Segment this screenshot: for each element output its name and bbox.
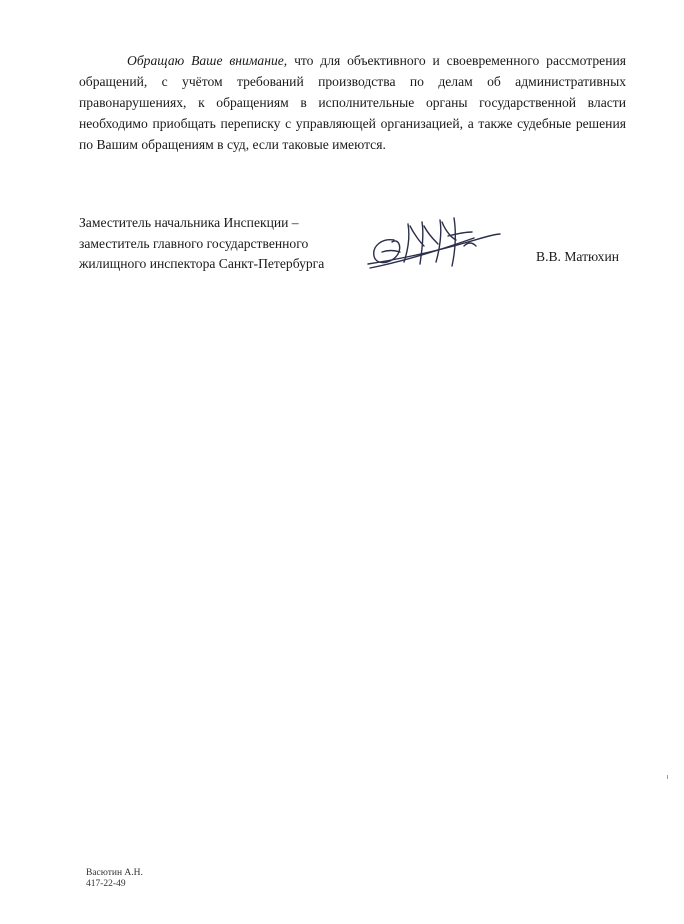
signer-name: В.В. Матюхин bbox=[536, 249, 620, 264]
handwritten-signature bbox=[364, 212, 504, 274]
executor-info bbox=[86, 868, 143, 890]
body-emphasis: Обращаю Ваше внимание, bbox=[127, 53, 288, 68]
scan-speck bbox=[667, 775, 668, 779]
body-paragraph bbox=[79, 50, 626, 155]
signer-position-line-1: Заместитель начальника Инспекции – bbox=[79, 215, 299, 230]
executor-phone: 417-22-49 bbox=[86, 879, 126, 889]
signer-position-line-3: жилищного инспектора Санкт-Петербурга bbox=[79, 256, 325, 271]
executor-name: Васютин А.Н. bbox=[86, 868, 143, 878]
body-text: что для объективного и своевременного рассмотрения обращений, с учётом требований производства по делам об административных правонарушениях, к обращениям в исполнительные органы государственной власти необходимо приобщать переписку с управляющей организацией, а также судебные решения по Вашим обращениям в суд, если таковые имеются. bbox=[79, 53, 627, 152]
signer-position bbox=[79, 213, 324, 275]
signer-position-line-2: заместитель главного государственного bbox=[79, 235, 309, 251]
